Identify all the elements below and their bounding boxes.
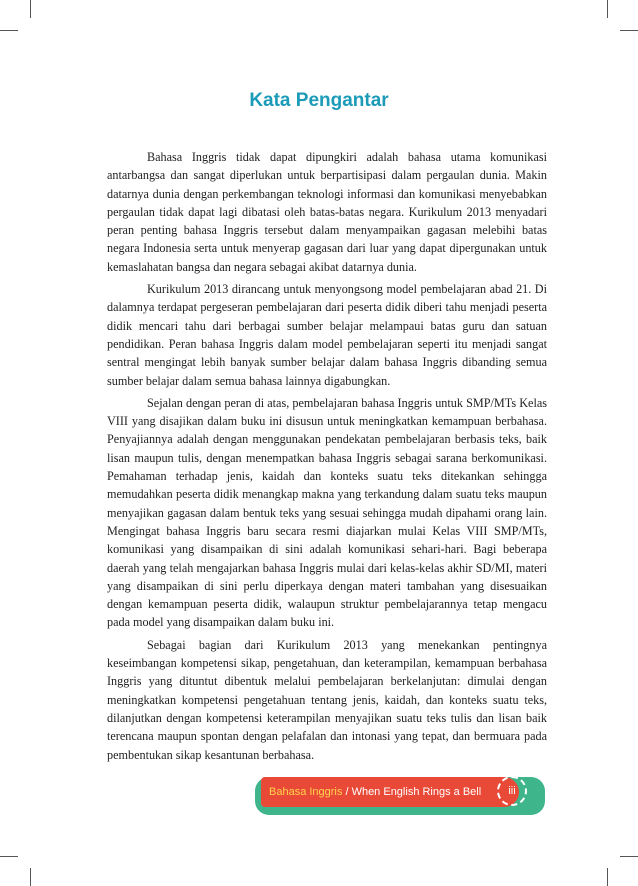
footer-separator: /	[342, 786, 352, 798]
paragraph: Sebagai bagian dari Kurikulum 2013 yang menekankan pentingnya keseimbangan kompetensi sikap, pengetahuan, dan keterampilan, kemampuan berbahasa Inggris yang dituntut dibentuk melalui pembelajaran berkelanjutan: dimulai dengan meningkatkan kompetensi pengetahuan tentang jenis, kaidah, dan konteks suatu teks, dilanjutkan dengan kompetensi keterampilan menyajikan suatu teks tulis dan lisan baik terencana maupun spontan dengan pelafalan dan intonasi yang tepat, dan bermuara pada pembentukan sikap kesantunan berbahasa.	[107, 637, 547, 762]
page-number: iii	[497, 776, 527, 806]
crop-mark-bottom-left-v	[30, 868, 31, 886]
page-title: Kata Pengantar	[249, 90, 389, 111]
crop-mark-bottom-left-h	[0, 856, 18, 857]
paragraph: Sejalan dengan peran di atas, pembelajaran bahasa Inggris untuk SMP/MTs Kelas VIII yang disajikan dalam buku ini disusun untuk meningkatkan kemampuan berbahasa. Penyajiannya adalah dengan menggunakan pendekatan pembelajaran berbasis teks, baik lisan maupun tulis, dengan menempatkan bahasa Inggris sebagai sarana berkomunikasi. Pemahaman terhadap jenis, kaidah dan konteks suatu teks ditekankan sehingga memudahkan peserta didik menangkap makna yang terkandung dalam suatu teks maupun menyajikan gagasan dalam bentuk teks yang sesuai sehingga mudah dipahami orang lain. Mengingat bahasa Inggris baru secara resmi diajarkan mulai Kelas VIII SMP/MTs, komunikasi yang disampaikan di sini adalah komunikasi sehari-hari. Bagi beberapa daerah yang telah mengajarkan bahasa Inggris mulai dari kelas-kelas akhir SD/MI, materi yang disampaikan di sini perlu diperkaya dengan materi tambahan yang disesuaikan dengan kemampuan peserta didik, walaupun struktur pembelajarannya tetap mengacu pada model yang disampaikan dalam buku ini.	[107, 395, 547, 630]
crop-mark-top-right-h	[620, 30, 638, 31]
paragraph: Bahasa Inggris tidak dapat dipungkiri adalah bahasa utama komunikasi antarbangsa dan sangat diperlukan untuk berpartisipasi dalam pergaulan dunia. Makin datarnya dunia dengan perkembangan teknologi informasi dan komunikasi menyebabkan pergaulan tidak dapat lagi dibatasi oleh batas-batas negara. Kurikulum 2013 menyadari peran penting bahasa Inggris tersebut dalam menyampaikan gagasan melebihi batas negara Indonesia serta untuk menyerap gagasan dari luar yang dapat dipergunakan untuk kemaslahatan bangsa dan negara sebagai akibat datarnya dunia.	[107, 150, 547, 274]
crop-mark-bottom-right-h	[620, 856, 638, 857]
footer-subject: Bahasa Inggris	[269, 786, 343, 798]
crop-mark-top-left-h	[0, 30, 18, 31]
paragraph: Kurikulum 2013 dirancang untuk menyongsong model pembelajaran abad 21. Di dalamnya terdapat pergeseran pembelajaran dari peserta didik diberi tahu menjadi peserta didik mencari tahu dari berbagai sumber belajar melampaui batas guru dan satuan pendidikan. Peran bahasa Inggris dalam model pembelajaran seperti itu menjadi sangat sentral mengingat lebih banyak sumber belajar dalam bahasa Inggris dibanding semua sumber belajar dalam semua bahasa lainnya digabungkan.	[107, 282, 547, 388]
footer-book-label	[261, 777, 519, 807]
crop-mark-top-right-v	[607, 0, 608, 18]
document-body	[107, 148, 547, 768]
footer-book-title: When English Rings a Bell	[351, 786, 482, 798]
crop-mark-top-left-v	[30, 0, 31, 18]
crop-mark-bottom-right-v	[607, 868, 608, 886]
